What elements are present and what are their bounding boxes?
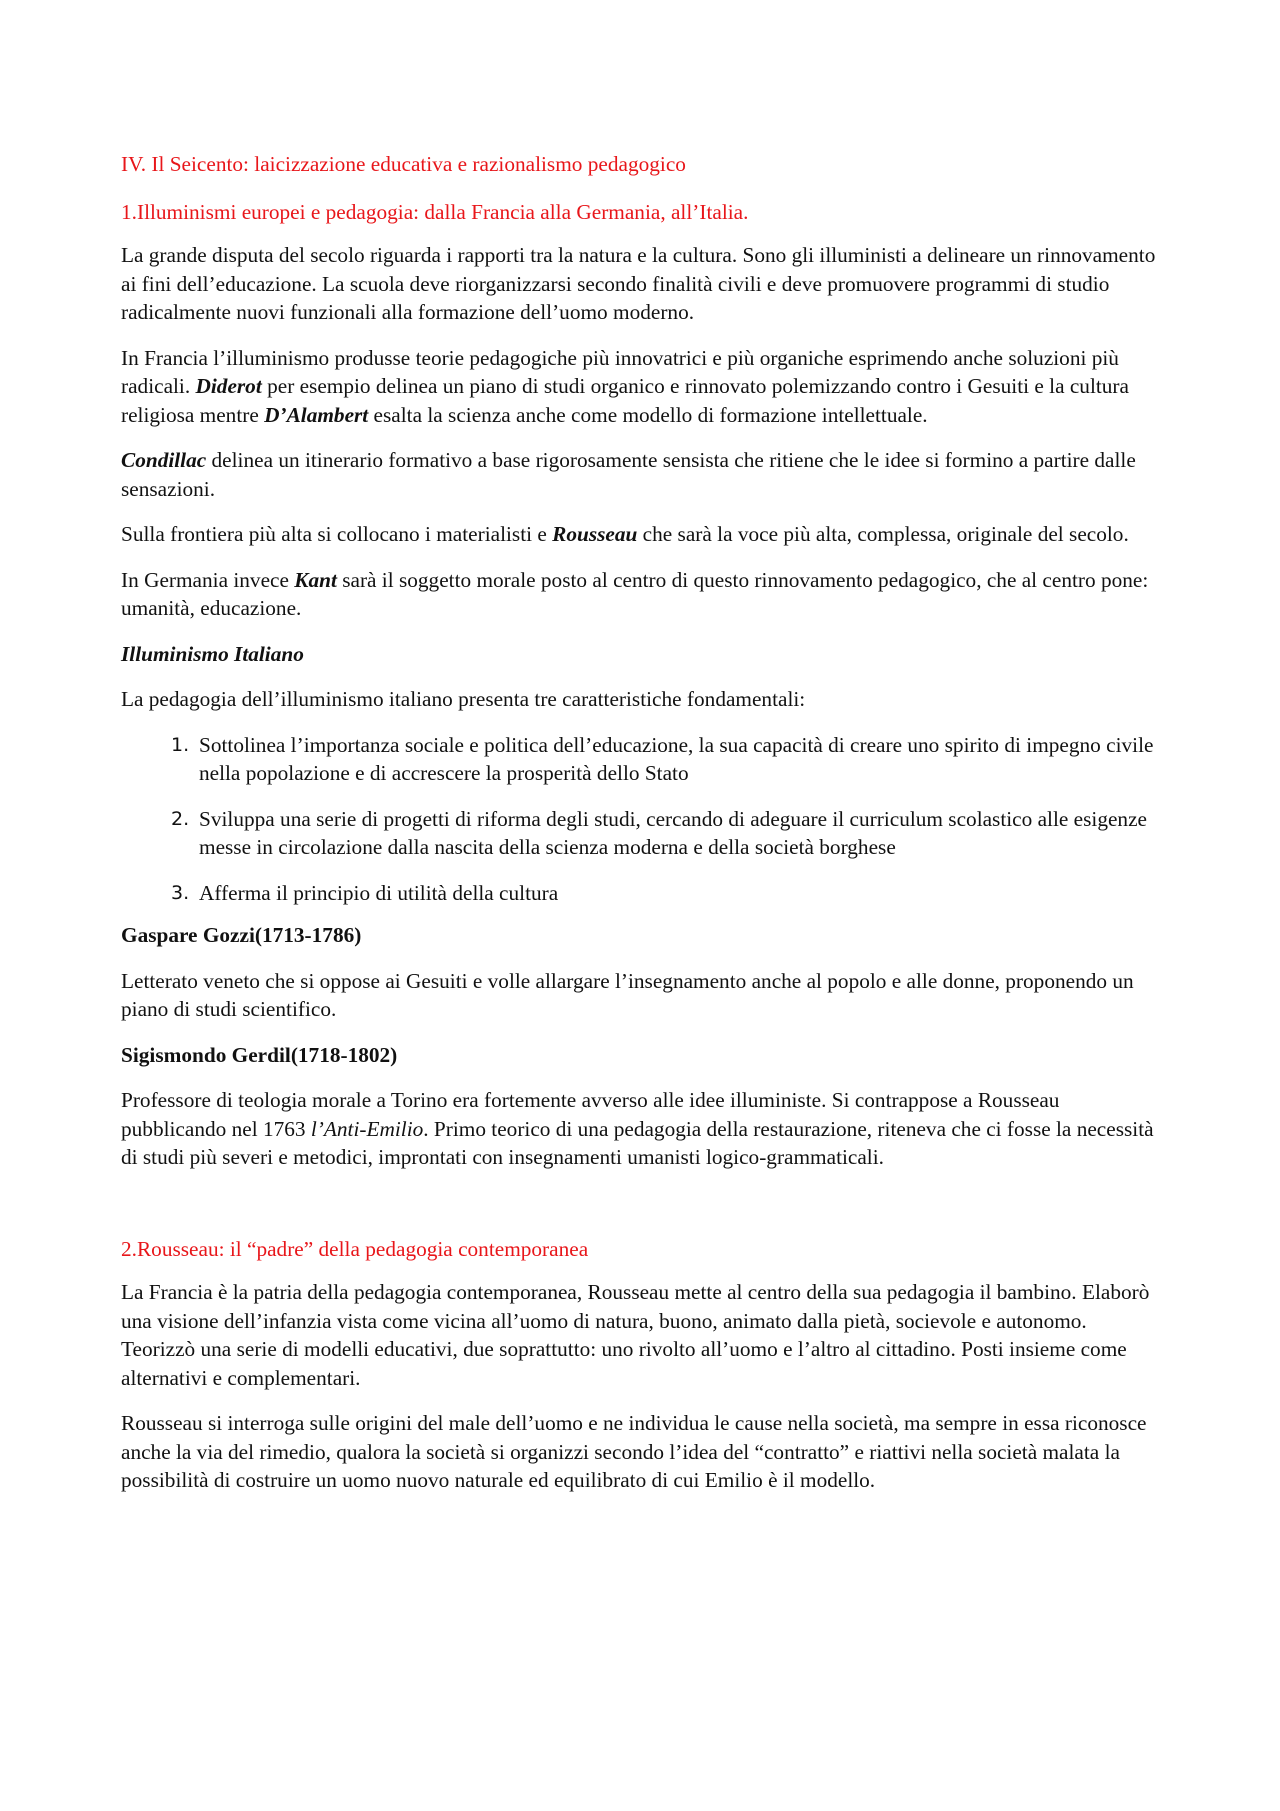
- text-run: In Germania invece: [121, 567, 295, 592]
- text-run: Professore di teologia morale a Torino era fortemente avverso alle idee illuministe. Si contrappose a Rousseau pubblicando nel 1763: [121, 1088, 1060, 1141]
- list-item-text: Sottolinea l’importanza sociale e politica dell’educazione, la sua capacità di creare uno spirito di impegno civile nella popolazione e di accrescere la prosperità dello Stato: [199, 732, 1154, 785]
- name-condillac: Condillac: [121, 448, 207, 472]
- section-1-title: 1.Illuminismi europei e pedagogia: dalla Francia alla Germania, all’Italia.: [121, 199, 749, 224]
- name-kant: Kant: [294, 567, 337, 592]
- name-dalambert: D’Alambert: [264, 402, 369, 427]
- book-title-anti-emilio: l’Anti-Emilio: [310, 1116, 424, 1141]
- list-number-text: 2.: [171, 807, 190, 830]
- list-number: [121, 731, 199, 788]
- subheading-illuminismo-italiano: Illuminismo Italiano: [121, 641, 304, 666]
- list-item-text: Sviluppa una serie di progetti di riforma degli studi, cercando di adeguare il curriculum scolastico alle esigenze messe in circolazione dalla nascita della scienza moderna e della società borghese: [199, 806, 1147, 859]
- paragraph-rousseau-childhood: La Francia è la patria della pedagogia contemporanea, Rousseau mette al centro della sua pedagogia il bambino. Elaborò una visione dell’infanzia vista come vicina all’uomo di natura, buono, animato dalla pietà, socievole e autonomo. Teorizzò una serie di modelli educativi, due soprattutto: uno rivolto all’uomo e l’altro al cittadino. Posti insieme come alternativi e complementari.: [121, 1280, 1150, 1390]
- chapter-heading: IV. Il Seicento: laicizzazione educativa e razionalismo pedagogico: [121, 152, 686, 176]
- text-run: In Francia l’illuminismo produsse teorie pedagogiche più innovatrici e più organiche esprimendo anche soluzioni più radicali.: [121, 345, 1119, 398]
- paragraph-condillac: [121, 446, 1160, 503]
- list-item-text: Afferma il principio di utilità della cultura: [199, 880, 559, 905]
- list-number-text: 3.: [171, 881, 190, 904]
- text-run: Sulla frontiera più alta si collocano i materialisti e: [121, 522, 553, 546]
- paragraph-france: [121, 344, 1160, 430]
- paragraph-rousseau-society: Rousseau si interroga sulle origini del male dell’uomo e ne individua le cause nella società, ma sempre in essa riconosce anche la via del rimedio, qualora la società si organizzi secondo l’idea del “contratto” e riattivi nella società malata la possibilità di costruire un uomo nuovo naturale ed equilibrato di cui Emilio è il modello.: [121, 1411, 1147, 1492]
- heading-gozzi: Gaspare Gozzi(1713-1786): [121, 923, 362, 947]
- list-item: [121, 879, 1160, 908]
- paragraph-germany: [121, 566, 1160, 623]
- list-item: [121, 805, 1160, 862]
- list-number-text: 1.: [171, 733, 190, 756]
- list-number: [121, 879, 199, 908]
- name-rousseau: Rousseau: [552, 522, 638, 546]
- paragraph-gerdil: [121, 1086, 1160, 1172]
- list-number: [121, 805, 199, 862]
- section-2-title: 2.Rousseau: il “padre” della pedagogia contemporanea: [121, 1236, 589, 1261]
- text-run: sarà il soggetto morale posto al centro di questo rinnovamento pedagogico, che al centro pone: umanità, educazione.: [121, 567, 1149, 620]
- text-run: . Primo teorico di una pedagogia della restaurazione, riteneva che ci fosse la necessità di studi più severi e metodici, improntati con insegnamenti umanisti logico-grammaticali.: [121, 1116, 1154, 1169]
- list-item: [121, 731, 1160, 788]
- text-run: che sarà la voce più alta, complessa, originale del secolo.: [637, 522, 1129, 546]
- paragraph-characteristics-intro: La pedagogia dell’illuminismo italiano presenta tre caratteristiche fondamentali:: [121, 687, 806, 711]
- heading-gerdil: Sigismondo Gerdil(1718-1802): [121, 1042, 398, 1067]
- characteristics-list: [121, 731, 1160, 908]
- paragraph-rousseau-frontier: [121, 520, 1160, 549]
- text-run: per esempio delinea un piano di studi organico e rinnovato polemizzando contro i Gesuiti e la cultura religiosa mentre: [121, 374, 1129, 427]
- paragraph-gozzi: Letterato veneto che si oppose ai Gesuiti e volle allargare l’insegnamento anche al popolo e alle donne, proponendo un piano di studi scientifico.: [121, 968, 1134, 1021]
- text-run: delinea un itinerario formativo a base rigorosamente sensista che ritiene che le idee si formino a partire dalle sensazioni.: [121, 448, 1136, 501]
- text-run: esalta la scienza anche come modello di formazione intellettuale.: [368, 402, 928, 427]
- name-diderot: Diderot: [195, 374, 262, 398]
- paragraph-nature-culture: La grande disputa del secolo riguarda i rapporti tra la natura e la cultura. Sono gli illuministi a delineare un rinnovamento ai fini dell’educazione. La scuola deve riorganizzarsi secondo finalità civili e deve promuovere programmi di studio radicalmente nuovi funzionali alla formazione dell’uomo moderno.: [121, 243, 1156, 324]
